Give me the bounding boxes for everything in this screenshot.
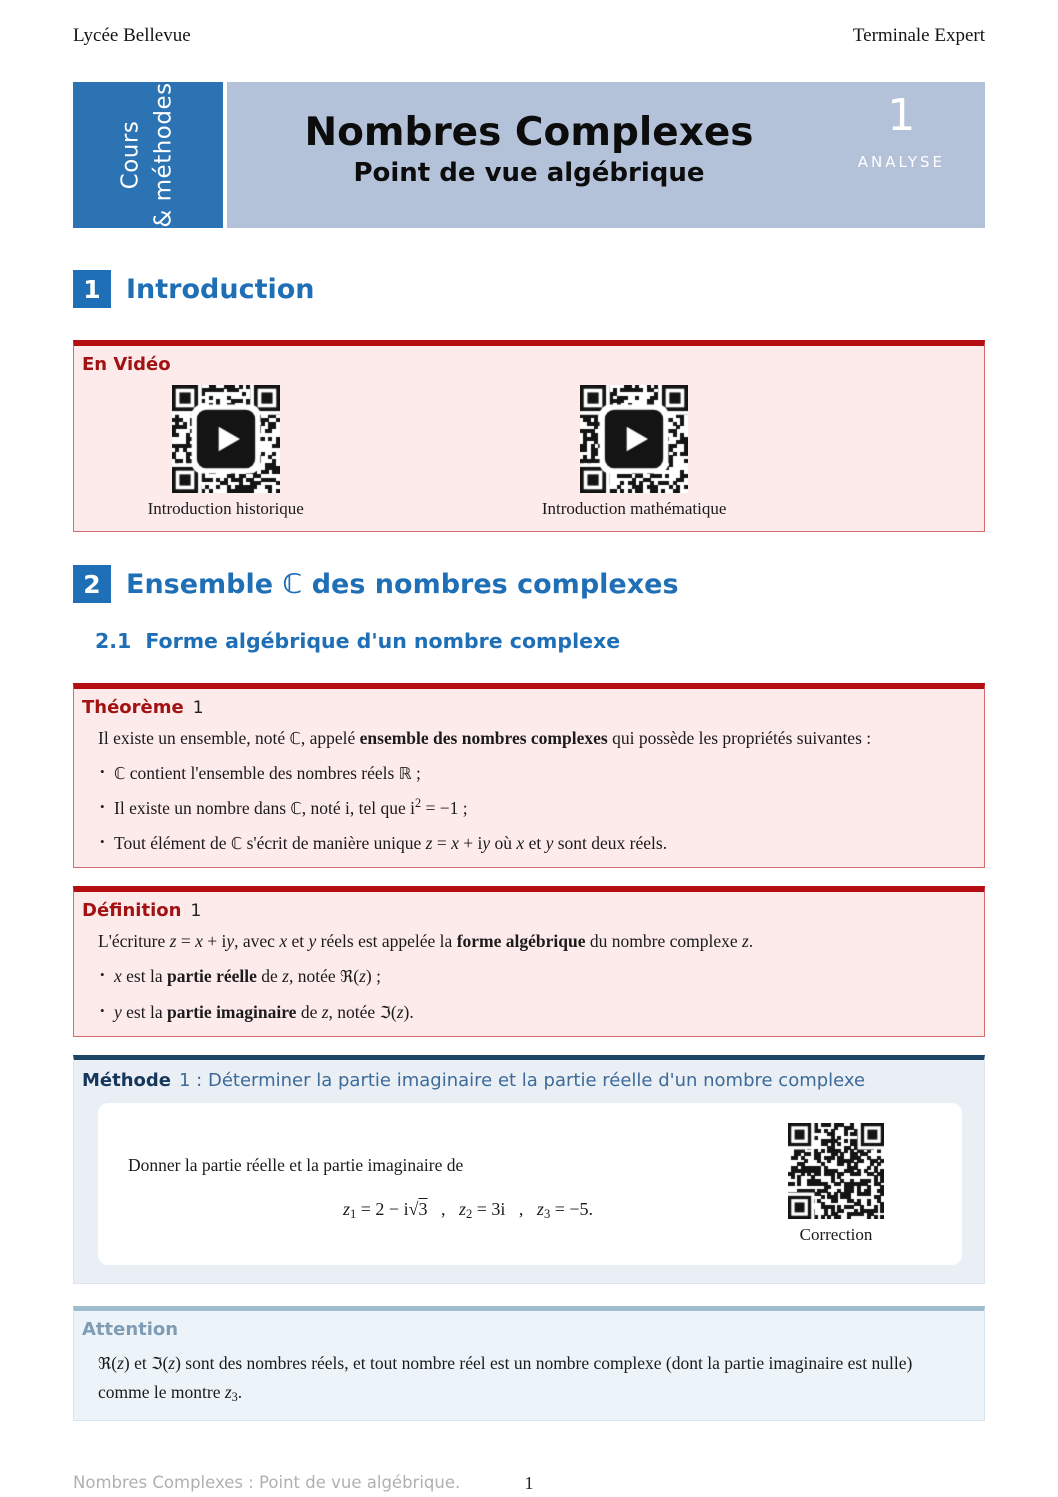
definition-intro: L'écriture z = x + iy, avec x et y réels est appelée la forme algébrique du nombre complexe z. (98, 931, 754, 952)
qr-code-video-mathematique-icon[interactable] (580, 385, 688, 493)
method-label: Méthode (82, 1069, 171, 1091)
theorem-body (98, 727, 964, 855)
section-title: Ensemble ℂ des nombres complexes (126, 568, 679, 600)
theorem-bullet: • Il existe un nombre dans ℂ, noté i, tel que $i^2 = -1$ ; (98, 797, 964, 820)
qr-caption: Introduction historique (147, 499, 304, 518)
qr-item-mathematique (542, 385, 727, 519)
definition-bullet: • y est la partie imaginaire de z, notée ℑ(z). (98, 1001, 964, 1024)
theorem-box (73, 683, 985, 868)
subsection-number: 2.1 (95, 629, 132, 653)
qr-row (82, 385, 792, 519)
theorem-number: 1 (192, 698, 204, 718)
method-prompt: Donner la partie réelle et la partie imaginaire de (128, 1154, 464, 1175)
banner-titles (73, 112, 985, 188)
theorem-bullet: • Tout élément de ℂ s'écrit de manière unique z = x + iy où x et y sont deux réels. (98, 832, 964, 855)
section-heading-ensemble-c (73, 565, 985, 603)
definition-label: Définition (82, 900, 182, 922)
video-box-label: En Vidéo (82, 354, 171, 375)
theorem-label: Théorème (82, 697, 184, 718)
qr-caption: Correction (799, 1224, 873, 1244)
method-heading (82, 1070, 962, 1091)
attention-body: ℜ(z) et ℑ(z) sont des nombres réels, et tout nombre réel est un nombre complexe (dont la partie imaginaire est nulle) comme le montre z3. (98, 1352, 913, 1404)
chapter-title: Nombres Complexes (304, 110, 754, 155)
running-header (73, 0, 985, 47)
banner-sidebar-line2: & méthodes (151, 82, 177, 228)
definition-number: 1 (190, 901, 202, 922)
header-level: Terminale Expert (852, 25, 985, 46)
running-footer (73, 1473, 985, 1492)
banner-chapter-info (858, 90, 945, 171)
banner-main (227, 82, 985, 228)
method-box (73, 1055, 985, 1284)
chapter-category: ANALYSE (857, 153, 945, 171)
section-number-box: 2 (73, 565, 111, 603)
qr-caption: Introduction mathématique (541, 499, 727, 518)
attention-label: Attention (82, 1318, 179, 1340)
theorem-label-row (82, 697, 964, 718)
section-title: Introduction (126, 273, 315, 305)
definition-bullets (98, 965, 964, 1023)
chapter-subtitle: Point de vue algébrique (353, 157, 705, 188)
method-qr-item (788, 1123, 884, 1245)
definition-body (98, 930, 964, 1023)
section-heading-introduction (73, 270, 985, 308)
footer-title: Nombres Complexes : Point de vue algébrique. (73, 1473, 461, 1493)
definition-bullet: • x est la partie réelle de z, notée ℜ(z) ; (98, 965, 964, 988)
banner-sidebar-line1: Cours (117, 120, 144, 190)
chapter-banner (73, 82, 985, 228)
qr-code-correction-icon[interactable] (788, 1123, 884, 1219)
subsection-title: Forme algébrique d'un nombre complexe (145, 629, 621, 653)
attention-box (73, 1306, 985, 1422)
theorem-bullets (98, 762, 964, 855)
footer-page-number: 1 (524, 1473, 534, 1494)
chapter-number: 1 (887, 90, 916, 141)
method-title: 1 : Déterminer la partie imaginaire et la partie réelle d'un nombre complexe (179, 1069, 866, 1091)
definition-box (73, 886, 985, 1036)
theorem-bullet: • ℂ contient l'ensemble des nombres réels ℝ ; (98, 762, 964, 785)
theorem-intro: Il existe un ensemble, noté ℂ, appelé ensemble des nombres complexes qui possède les propriétés suivantes : (98, 728, 872, 748)
video-box (73, 340, 985, 532)
qr-item-historique (148, 385, 304, 519)
section-number-box: 1 (73, 270, 111, 308)
subsection-heading-forme-algebrique (73, 629, 985, 653)
qr-code-video-historique-icon[interactable] (172, 385, 280, 493)
definition-label-row (82, 900, 964, 921)
header-school-name: Lycée Bellevue (73, 25, 191, 46)
method-card (98, 1103, 962, 1265)
method-formula: z1 = 2 − i√3 , z2 = 3i , z3 = −5. (342, 1198, 594, 1221)
